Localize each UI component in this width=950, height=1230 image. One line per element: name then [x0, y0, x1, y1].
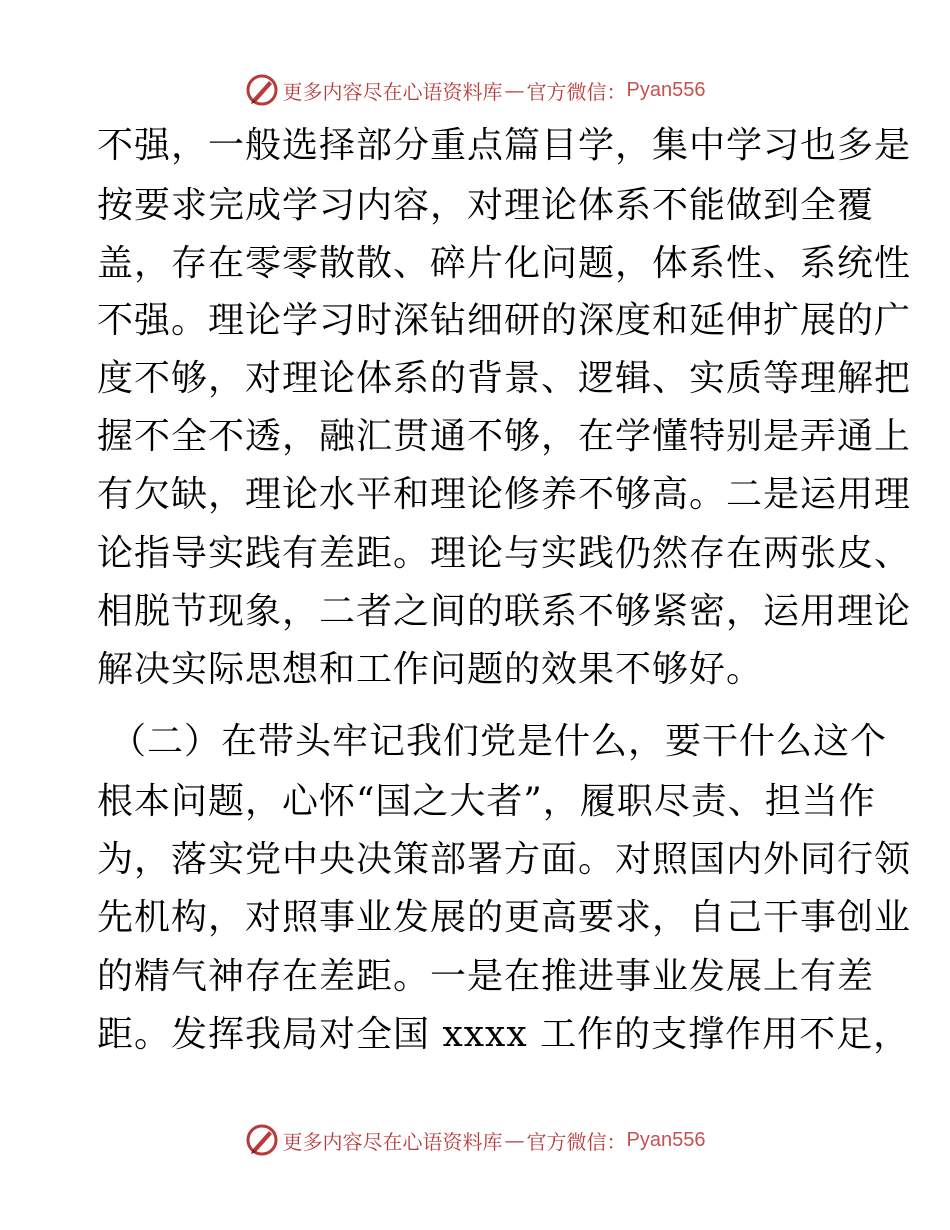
footer-wechat-id: Pyan556: [626, 1128, 706, 1151]
body-line: 有欠缺，理论水平和理论修养不够高。二是运用理: [97, 474, 912, 515]
body-line: 盖，存在零零散散、碎片化问题，体系性、系统性: [97, 243, 912, 284]
body-line: 先机构，对照事业发展的更高要求，自己干事创业: [97, 897, 912, 938]
body-line: 为，落实党中央决策部署方面。对照国内外同行领: [97, 839, 912, 880]
footer-banner: [0, 1120, 950, 1160]
header-dash: —: [504, 78, 525, 102]
header-banner: [0, 70, 950, 110]
body-line: 论指导实践有差距。理论与实践仍然存在两张皮、: [97, 533, 912, 574]
body-line: 度不够，对理论体系的背景、逻辑、实质等理解把: [97, 358, 912, 399]
pen-logo-icon: [245, 1123, 279, 1157]
pen-logo-icon: [245, 73, 279, 107]
body-line: 握不全不透，融汇贯通不够，在学懂特别是弄通上: [97, 416, 912, 457]
header-brand: 更多内容尽在心语资料库: [282, 79, 503, 104]
footer-wechat-label: 官方微信：: [526, 1129, 627, 1154]
body-line: 根本问题，心怀“国之大者”，履职尽责、担当作: [97, 781, 876, 822]
body-line: 不强。理论学习时深钻细研的深度和延伸扩展的广: [97, 300, 912, 341]
header-wechat-label: 官方微信：: [526, 79, 627, 104]
body-line: 不强，一般选择部分重点篇目学，集中学习也多是: [97, 125, 912, 166]
header-wechat-id: Pyan556: [626, 78, 706, 101]
footer-dash: —: [504, 1128, 525, 1152]
body-line: 距。发挥我局对全国 xxxx 工作的支撑作用不足，: [97, 1014, 911, 1055]
body-line: 解决实际思想和工作问题的效果不够好。: [97, 649, 764, 690]
body-line: 按要求完成学习内容，对理论体系不能做到全覆: [97, 185, 875, 226]
footer-brand: 更多内容尽在心语资料库: [282, 1129, 503, 1154]
body-line: 相脱节现象，二者之间的联系不够紧密，运用理论: [97, 591, 912, 632]
section-heading: （二）在带头牢记我们党是什么，要干什么这个: [110, 721, 888, 762]
body-line: 的精气神存在差距。一是在推进事业发展上有差: [97, 956, 875, 997]
